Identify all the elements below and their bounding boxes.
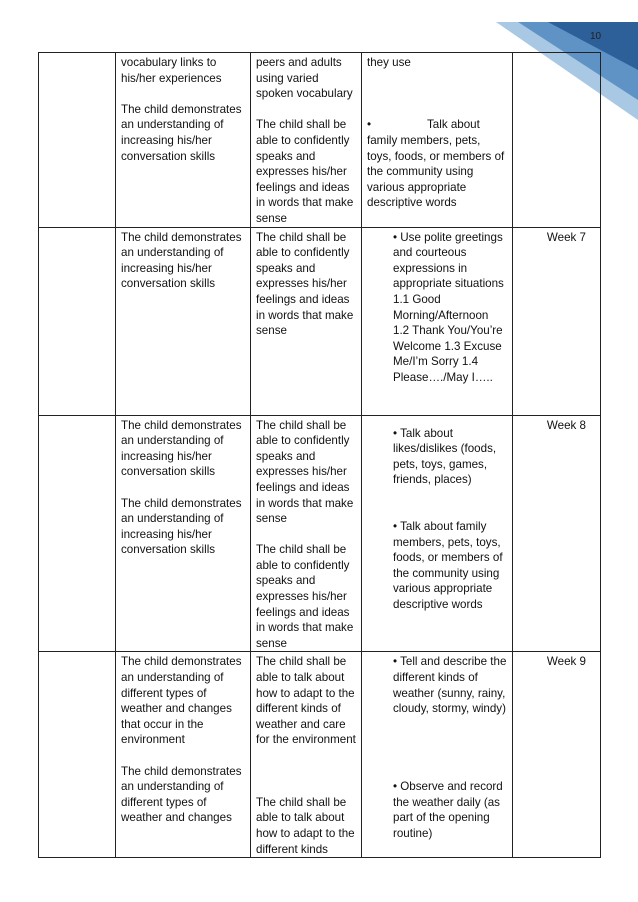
- activities-cell: they use • Talk about family members, pets, toys, foods, or members of the community using various appropriate descriptive words: [362, 53, 513, 228]
- week-cell: Week 8: [513, 415, 601, 652]
- empty-cell: [39, 53, 116, 228]
- table-row: [39, 415, 601, 652]
- standard-cell: The child shall be able to talk about how to adapt to the different kinds of weather and care for the environment The child shall be able to talk about how to adapt to the different kinds: [251, 652, 362, 858]
- standard-cell: peers and adults using varied spoken vocabulary The child shall be able to confidently speaks and expresses his/her feelings and ideas in words that make sense: [251, 53, 362, 228]
- activities-cell: • Tell and describe the different kinds of weather (sunny, rainy, cloudy, stormy, windy) • Observe and record the weather daily (as part of the opening routine): [362, 652, 513, 858]
- empty-cell: [39, 415, 116, 652]
- table-row: [39, 53, 601, 228]
- week-cell: Week 9: [513, 652, 601, 858]
- week-cell: Week 7: [513, 227, 601, 415]
- empty-cell: [39, 227, 116, 415]
- standard-cell: The child shall be able to confidently speaks and expresses his/her feelings and ideas in words that make sense The child shall be able to confidently speaks and expresses his/her feelings and ideas in words that make sense: [251, 415, 362, 652]
- activities-cell: • Talk about likes/dislikes (foods, pets, toys, games, friends, places) • Talk about family members, pets, toys, foods, or members of the community using various appropriate descriptive words: [362, 415, 513, 652]
- domain-cell: The child demonstrates an understanding of increasing his/her conversation skills: [116, 227, 251, 415]
- domain-cell: vocabulary links to his/her experiences The child demonstrates an understanding of increasing his/her conversation skills: [116, 53, 251, 228]
- week-cell: [513, 53, 601, 228]
- table-row: [39, 652, 601, 858]
- domain-cell: The child demonstrates an understanding of increasing his/her conversation skills The child demonstrates an understanding of increasing his/her conversation skills: [116, 415, 251, 652]
- curriculum-table: [38, 52, 601, 858]
- activities-cell: • Use polite greetings and courteous expressions in appropriate situations 1.1 Good Morning/Afternoon 1.2 Thank You/You’re Welcome 1.3 Excuse Me/I’m Sorry 1.4 Please…./May I…..: [362, 227, 513, 415]
- domain-cell: The child demonstrates an understanding of different types of weather and changes that occur in the environment The child demonstrates an understanding of different types of weather and changes: [116, 652, 251, 858]
- table-row: [39, 227, 601, 415]
- standard-cell: The child shall be able to confidently speaks and expresses his/her feelings and ideas in words that make sense: [251, 227, 362, 415]
- empty-cell: [39, 652, 116, 858]
- page-number: 10: [590, 31, 602, 42]
- bullet-mark: •: [367, 118, 372, 132]
